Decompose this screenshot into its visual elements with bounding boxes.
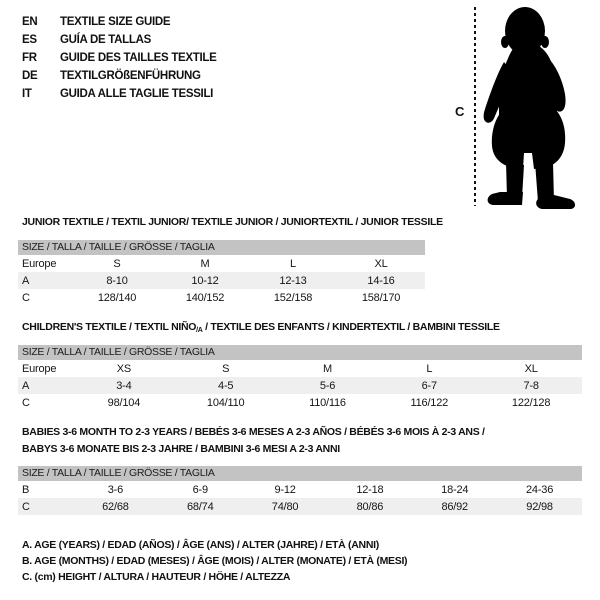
- language-label: GUIDA ALLE TAGLIE TESSILI: [60, 88, 214, 100]
- size-header-row: [18, 345, 582, 360]
- language-code: ES: [22, 34, 37, 46]
- language-code: EN: [22, 16, 38, 28]
- table-cell: 80/86: [356, 500, 384, 513]
- language-row-es: [22, 31, 217, 49]
- table-cell: 14-16: [367, 274, 395, 287]
- language-row-fr: [22, 49, 217, 67]
- table-cell: 24-36: [526, 483, 554, 496]
- language-label: TEXTILE SIZE GUIDE: [60, 16, 171, 28]
- footnotes: [22, 537, 407, 585]
- table-cell: 110/116: [309, 396, 346, 409]
- language-row-en: [22, 13, 217, 31]
- table-cell: 74/80: [271, 500, 299, 513]
- children-title-part1: CHILDREN'S TEXTILE / TEXTIL NIÑO: [22, 321, 197, 333]
- language-label: GUIDE DES TAILLES TEXTILE: [60, 52, 217, 64]
- language-label: GUÍA DE TALLAS: [60, 34, 151, 46]
- table-cell: 12-18: [356, 483, 384, 496]
- language-header: [22, 13, 217, 103]
- height-dashed-line: [474, 7, 476, 206]
- language-label: TEXTILGRÖßENFÜHRUNG: [60, 70, 201, 82]
- row-label: C: [22, 291, 30, 304]
- table-cell: 18-24: [441, 483, 469, 496]
- table-cell: 10-12: [191, 274, 219, 287]
- table-row: [18, 481, 582, 498]
- language-code: FR: [22, 52, 37, 64]
- table-cell: 122/128: [511, 396, 551, 409]
- row-label: Europe: [22, 362, 57, 375]
- table-row: [18, 377, 582, 394]
- table-cell: 8-10: [106, 274, 128, 287]
- size-header-bar: SIZE / TALLA / TAILLE / GRÖSSE / TAGLIA: [18, 240, 425, 255]
- children-title-subscript: /A: [196, 327, 203, 334]
- baby-silhouette-icon: [482, 4, 578, 212]
- table-cell: 68/74: [186, 500, 214, 513]
- row-label: C: [22, 396, 30, 409]
- language-row-de: [22, 67, 217, 85]
- language-code: DE: [22, 70, 38, 82]
- table-row: [18, 394, 582, 411]
- footnote-height-cm: C. (cm) HEIGHT / ALTURA / HAUTEUR / HÖHE / ALTEZZA: [22, 571, 291, 583]
- table-cell: 3-6: [107, 483, 124, 496]
- table-cell: 92/98: [526, 500, 553, 513]
- footnote-age-years: A. AGE (YEARS) / EDAD (AÑOS) / ÂGE (ANS) / ALTER (JAHRE) / ETÀ (ANNI): [22, 539, 379, 551]
- table-cell: S: [113, 257, 121, 270]
- row-label: A: [22, 379, 30, 392]
- language-row-it: [22, 85, 217, 103]
- table-cell: 7-8: [523, 379, 539, 392]
- table-cell: 5-6: [319, 379, 336, 392]
- language-code: IT: [22, 88, 32, 100]
- table-cell: M: [323, 362, 332, 375]
- babies-title-line2: BABYS 3-6 MONATE BIS 2-3 JAHRE / BAMBINI 3-6 MESI A 2-3 ANNI: [22, 443, 340, 455]
- table-cell: 6-7: [421, 379, 437, 392]
- table-cell: 98/104: [107, 396, 141, 409]
- table-cell: 4-5: [218, 379, 234, 392]
- babies-section-title: [22, 424, 485, 458]
- junior-section-title: JUNIOR TEXTILE / TEXTIL JUNIOR/ TEXTILE JUNIOR / JUNIORTEXTIL / JUNIOR TESSILE: [22, 216, 443, 228]
- table-cell: M: [200, 257, 210, 270]
- row-label: C: [22, 500, 30, 513]
- row-label: A: [22, 274, 30, 287]
- table-cell: 104/110: [206, 396, 245, 409]
- table-cell: XL: [374, 257, 388, 270]
- table-cell: L: [290, 257, 296, 270]
- babies-title-line1: BABIES 3-6 MONTH TO 2-3 YEARS / BEBÉS 3-6 MESES A 2-3 AÑOS / BÉBÉS 3-6 MOIS À 2-3 ANS /: [22, 426, 485, 438]
- children-size-table: [18, 345, 582, 411]
- table-cell: S: [222, 362, 230, 375]
- junior-size-table: [18, 240, 425, 306]
- table-cell: 12-13: [279, 274, 307, 287]
- table-cell: 158/170: [361, 291, 401, 304]
- size-header-bar: SIZE / TALLA / TAILLE / GRÖSSE / TAGLIA: [18, 345, 582, 360]
- table-cell: 62/68: [102, 500, 129, 513]
- table-row: [18, 272, 425, 289]
- table-cell: 128/140: [97, 291, 137, 304]
- size-header-bar: SIZE / TALLA / TAILLE / GRÖSSE / TAGLIA: [18, 466, 582, 481]
- table-cell: 6-9: [192, 483, 208, 496]
- row-label: B: [22, 483, 30, 496]
- table-row: [18, 360, 582, 377]
- table-row: [18, 498, 582, 515]
- row-label: Europe: [22, 257, 57, 270]
- babies-size-table: [18, 466, 582, 515]
- footnote-age-months: B. AGE (MONTHS) / EDAD (MESES) / ÂGE (MOIS) / ALTER (MONATE) / ETÀ (MESI): [22, 555, 408, 567]
- table-cell: 116/122: [410, 396, 449, 409]
- table-row: [18, 255, 425, 272]
- table-cell: 9-12: [274, 483, 296, 496]
- table-cell: 140/152: [185, 291, 225, 304]
- children-section-title: [22, 321, 500, 333]
- table-cell: 152/158: [273, 291, 313, 304]
- table-cell: 86/92: [441, 500, 468, 513]
- size-header-row: [18, 240, 425, 255]
- table-cell: L: [426, 362, 433, 375]
- height-marker-label: C: [455, 104, 465, 119]
- table-row: [18, 289, 425, 306]
- table-cell: XS: [116, 362, 132, 375]
- table-cell: 3-4: [116, 379, 132, 392]
- children-title-part2: / TEXTILE DES ENFANTS / KINDERTEXTIL / BAMBINI TESSILE: [202, 321, 500, 333]
- size-header-row: [18, 466, 582, 481]
- table-cell: XL: [524, 362, 538, 375]
